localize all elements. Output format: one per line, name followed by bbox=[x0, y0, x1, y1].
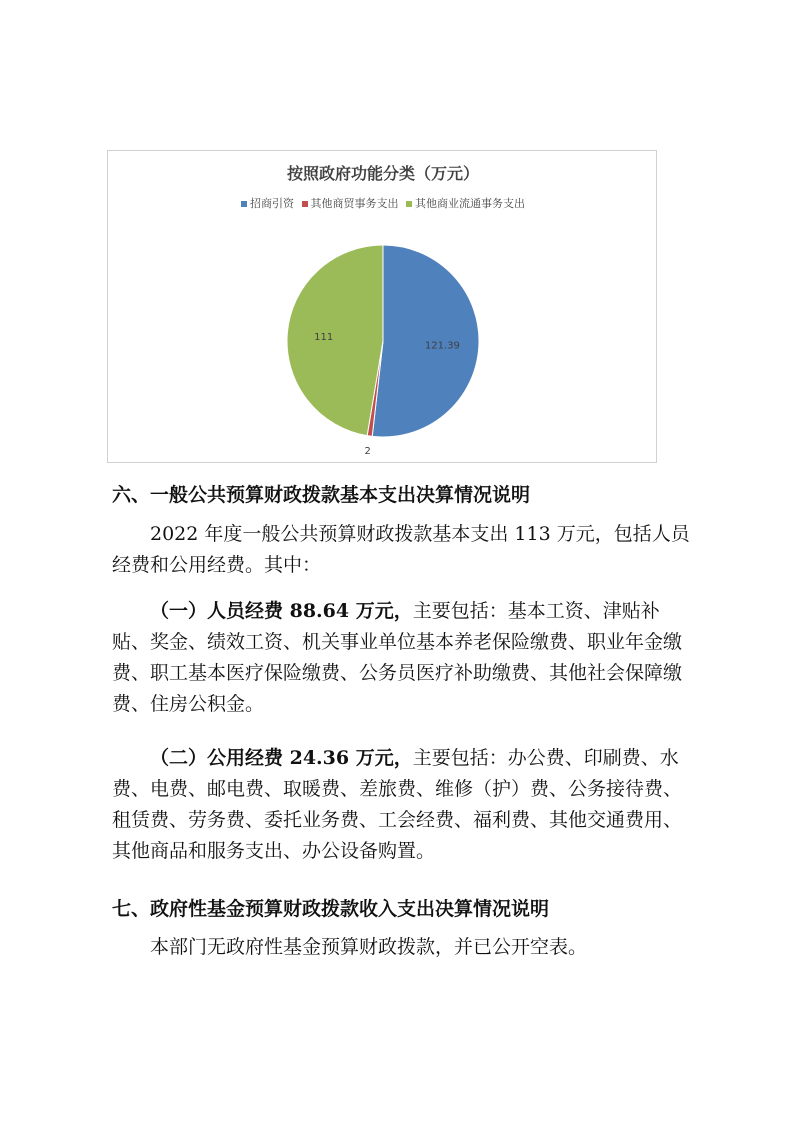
section6-heading: 六、一般公共预算财政拨款基本支出决算情况说明 bbox=[112, 484, 531, 506]
legend-label: 其他商贸事务支出 bbox=[310, 197, 399, 210]
public-expenses-text: 主要包括：办公费、印刷费、水费、电费、邮电费、取暖费、差旅费、维修（护）费、公务接待费、租赁费、劳务费、委托业务费、工会经费、福利费、其他交通费用、其他商品和服务支出、办公设备购置。 bbox=[112, 747, 683, 862]
legend-label: 其他商业流通事务支出 bbox=[415, 197, 525, 210]
pie-data-label: 111 bbox=[314, 332, 334, 344]
section6-intro: 2022 年度一般公共预算财政拨款基本支出 113 万元，包括人员经费和公用经费。其中： bbox=[112, 523, 690, 576]
pie-data-label: 2 bbox=[364, 445, 371, 457]
public-expenses-label: （二）公用经费 24.36 万元， bbox=[150, 747, 413, 769]
personnel-expenses-text: 主要包括：基本工资、津贴补贴、奖金、绩效工资、机关事业单位基本养老保险缴费、职业年金缴费、职工基本医疗保险缴费、公务员医疗补助缴费、其他社会保障缴费、住房公积金。 bbox=[112, 600, 683, 715]
section7-heading: 七、政府性基金预算财政拨款收入支出决算情况说明 bbox=[112, 898, 550, 920]
pie-plot-area bbox=[108, 151, 658, 464]
chart-title: 按照政府功能分类（万元） bbox=[286, 164, 479, 183]
personnel-expenses-paragraph bbox=[112, 596, 697, 720]
pie-chart bbox=[107, 150, 657, 463]
section7-text: 本部门无政府性基金预算财政拨款，并已公开空表。 bbox=[150, 936, 588, 958]
public-expenses-paragraph bbox=[112, 743, 697, 867]
personnel-expenses-label: （一）人员经费 88.64 万元， bbox=[150, 600, 413, 622]
pie-slice bbox=[287, 245, 383, 436]
legend-label: 招商引资 bbox=[250, 197, 294, 210]
pie-data-label: 121.39 bbox=[424, 340, 460, 352]
